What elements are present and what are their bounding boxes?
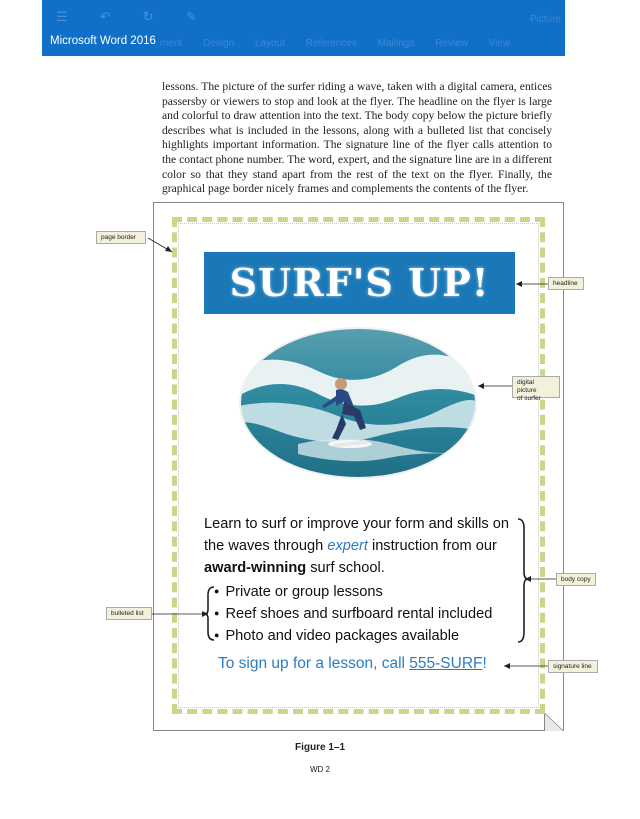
intro-paragraph: lessons. The picture of the surfer riding a wave, taken with a digital camera, entices passersby or viewers to stop and look at the flyer. The headline on the flyer is large and colorful to draw attention into the text. The body copy below the picture briefly describes what is included in the lessons, along with a bulleted list that concisely highlights important information. The signature line of the flyer calls attention to the contact phone number. The word, expert, and the signature line are in a different color so that they stand apart from the rest of the text on the flyer. Finally, the graphical page border nicely frames and complements the contents of the flyer. — [162, 80, 552, 196]
picture-arrow — [478, 383, 484, 389]
callout-digital-picture-line1: digital picture — [517, 379, 537, 394]
callout-bulleted-list: bulleted list — [106, 607, 152, 620]
body-text-2: instruction from our — [367, 538, 497, 554]
signature-end: ! — [482, 655, 487, 672]
callout-signature-line: signature line — [548, 660, 598, 673]
body-copy-arrow — [525, 576, 531, 582]
callout-page-border: page border — [96, 231, 146, 244]
signature-text: To sign up for a lesson, call — [218, 655, 410, 672]
figure-caption: Figure 1–1 — [294, 742, 346, 753]
body-text-1: Learn to surf or improve your form and skills on the waves through — [204, 516, 509, 554]
body-award-winning: award-winning — [204, 560, 307, 576]
app-name: Microsoft Word 2016 — [50, 35, 156, 47]
callout-digital-picture-line2: of surfer — [517, 395, 541, 402]
bullet-item: ● Private or group lessons — [214, 582, 492, 604]
body-text-3: surf school. — [306, 560, 385, 576]
callout-headline: headline — [548, 277, 584, 290]
ribbon-tabs[interactable]: ment Design Layout References Mailings Review View — [160, 38, 511, 49]
quick-access-toolbar[interactable]: ☰ ↶ ↻ ✎ — [56, 10, 211, 25]
picture-tools-tab[interactable]: Picture — [529, 14, 561, 25]
callout-body-copy: body copy — [556, 573, 596, 586]
bullet-item: ● Photo and video packages available — [214, 626, 492, 648]
page-number: WD 2 — [310, 765, 330, 774]
page-border-arrow — [165, 246, 172, 252]
signature-phone: 555-SURF — [409, 655, 483, 672]
callout-digital-picture — [512, 376, 560, 402]
bullet-item: ● Reef shoes and surfboard rental included — [214, 604, 492, 626]
signature-arrow — [504, 663, 510, 669]
body-copy-brace — [518, 519, 528, 642]
flyer-headline: SURF'S UP! — [204, 252, 515, 314]
headline-arrow — [516, 281, 522, 287]
body-expert: expert — [327, 538, 368, 554]
